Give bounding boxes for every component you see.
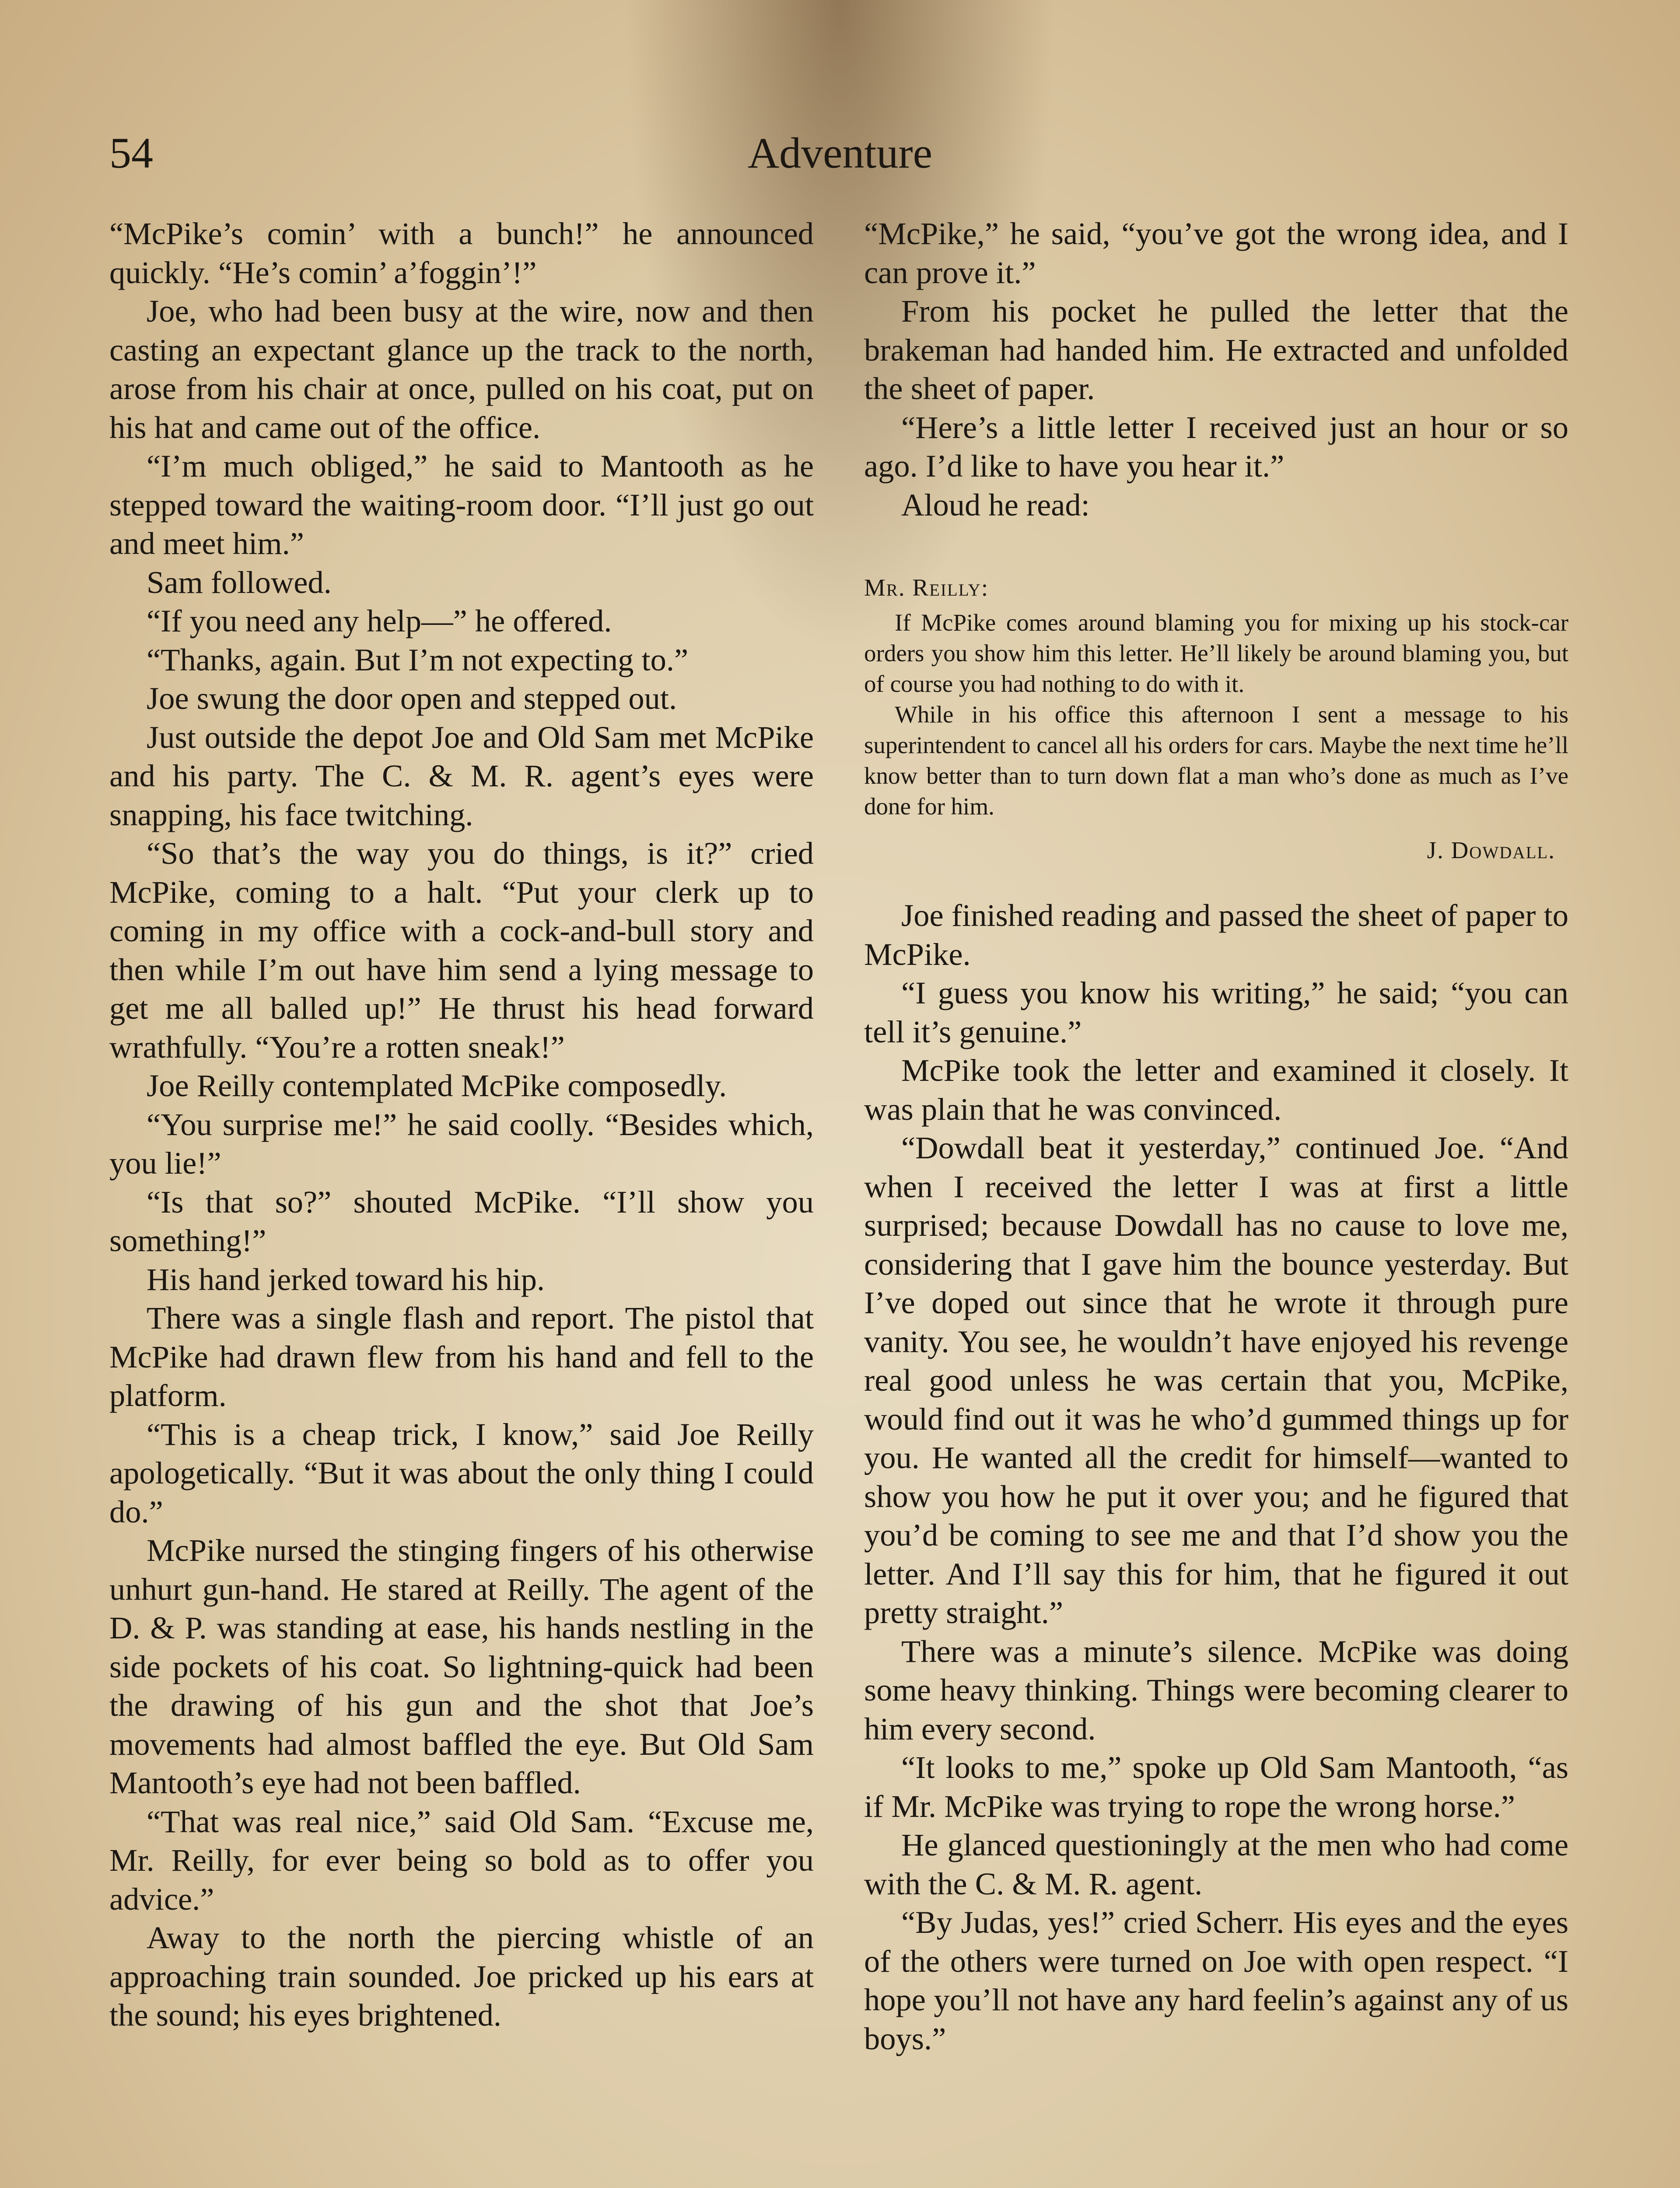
paragraph: “So that’s the way you do things, is it?” cried McPike, coming to a halt. “Put your clerk up to coming in my office with a cock-and-bull story and then while I’m out have him send a lying message to get me all balled up!” He thrust his head forward wrathfully. “You’re a rotten sneak!” [109, 835, 814, 1065]
paragraph: Sam followed. [147, 564, 332, 600]
paragraph: “You surprise me!” he said coolly. “Besides which, you lie!” [109, 1106, 814, 1181]
paragraph: Joe, who had been busy at the wire, now and then casting an expectant glance up the track to the north, arose from his chair at once, pulled on his coat, put on his hat and came out of the office. [109, 293, 814, 445]
letter-salutation: Mr. Reilly: [864, 574, 989, 601]
paragraph: “McPike,” he said, “you’ve got the wrong idea, and I can prove it.” [864, 216, 1568, 290]
paragraph: “McPike’s comin’ with a bunch!” he announced quickly. “He’s comin’ a’foggin’!” [109, 216, 814, 290]
paragraph: From his pocket he pulled the letter that the brakeman had handed him. He extracted and unfolded the sheet of paper. [864, 293, 1568, 406]
paragraph: “Here’s a little letter I received just an hour or so ago. I’d like to have you hear it.” [864, 409, 1568, 484]
paragraph: McPike took the letter and examined it closely. It was plain that he was convinced. [864, 1052, 1568, 1127]
paragraph: “If you need any help—” he offered. [147, 603, 612, 638]
paragraph: Joe finished reading and passed the sheet of paper to McPike. [864, 898, 1568, 972]
paragraph: “By Judas, yes!” cried Scherr. His eyes and the eyes of the others were turned on Joe with open respect. “I hope you’ll not have any hard feelin’s against any of us boys.” [864, 1904, 1568, 2056]
paragraph: McPike nursed the stinging fingers of his otherwise unhurt gun-hand. He stared at Reilly. The agent of the D. & P. was standing at ease, his hands nestling in the side pockets of his coat. So lightning-quick had been the drawing of his gun and the shot that Joe’s movements had almost baffled the eye. But Old Sam Mantooth’s eye had not been baffled. [109, 1532, 814, 1800]
paragraph: “That was real nice,” said Old Sam. “Excuse me, Mr. Reilly, for ever being so bold as to offer you advice.” [109, 1803, 814, 1917]
letter-signature: J. Dowdall. [1427, 837, 1555, 863]
paragraph: “Dowdall beat it yesterday,” continued Joe. “And when I received the letter I was at first a little surprised; because Dowdall has no cause to love me, considering that I gave him the bounce yesterday. But I’ve doped out since that he wrote it through pure vanity. You see, he wouldn’t have enjoyed his revenge real good unless he was certain that you, McPike, would find out it was he who’d gummed things up for you. He wanted all the credit for himself—wanted to show you how he put it over you; and he figured that you’d be coming to see me and that I’d show you the letter. And I’ll say this for him, that he figured it out pretty straight.” [864, 1130, 1568, 1630]
paragraph: Just outside the depot Joe and Old Sam met McPike and his party. The C. & M. R. agent’s eyes were snapping, his face twitching. [109, 719, 814, 832]
paragraph: “I’m much obliged,” he said to Mantooth as he stepped toward the waiting-room door. “I’ll just go out and meet him.” [109, 448, 814, 561]
page-header [109, 118, 1571, 188]
paragraph: His hand jerked toward his hip. [147, 1261, 545, 1297]
paragraph: Aloud he read: [901, 487, 1090, 522]
paragraph: “This is a cheap trick, I know,” said Joe Reilly apologetically. “But it was about the only thing I could do.” [109, 1416, 814, 1529]
paragraph: Joe swung the door open and stepped out. [147, 680, 677, 716]
paragraph: “Thanks, again. But I’m not expecting to.” [147, 642, 689, 677]
paragraph: There was a single flash and report. The pistol that McPike had drawn flew from his hand and fell to the platform. [109, 1300, 814, 1413]
page-number: 54 [109, 129, 153, 177]
letter-paragraph: If McPike comes around blaming you for mixing up his stock-car orders you show him this letter. He’ll likely be around blaming you, but of course you had nothing to do with it. [864, 609, 1568, 697]
paragraph: He glanced questioningly at the men who had come with the C. & M. R. agent. [864, 1827, 1568, 1901]
paragraph: Joe Reilly contemplated McPike composedly. [147, 1068, 727, 1103]
paragraph: “It looks to me,” spoke up Old Sam Mantooth, “as if Mr. McPike was trying to rope the wrong horse.” [864, 1750, 1568, 1824]
paragraph: Away to the north the piercing whistle of an approaching train sounded. Joe pricked up his ears at the sound; his eyes brightened. [109, 1920, 814, 2033]
paragraph: There was a minute’s silence. McPike was doing some heavy thinking. Things were becoming clearer to him every second. [864, 1633, 1568, 1746]
letter-paragraph: While in his office this afternoon I sent a message to his superintendent to cancel all his orders for cars. Maybe the next time he’ll know better than to turn down flat a man who’s done as much as I’ve done for him. [864, 701, 1568, 820]
running-title: Adventure [747, 129, 933, 177]
right-column [864, 214, 1568, 2058]
paragraph: “I guess you know his writing,” he said; “you can tell it’s genuine.” [864, 975, 1568, 1049]
left-column [109, 214, 814, 2035]
paragraph: “Is that so?” shouted McPike. “I’ll show you something!” [109, 1184, 814, 1258]
quoted-letter [864, 572, 1568, 866]
